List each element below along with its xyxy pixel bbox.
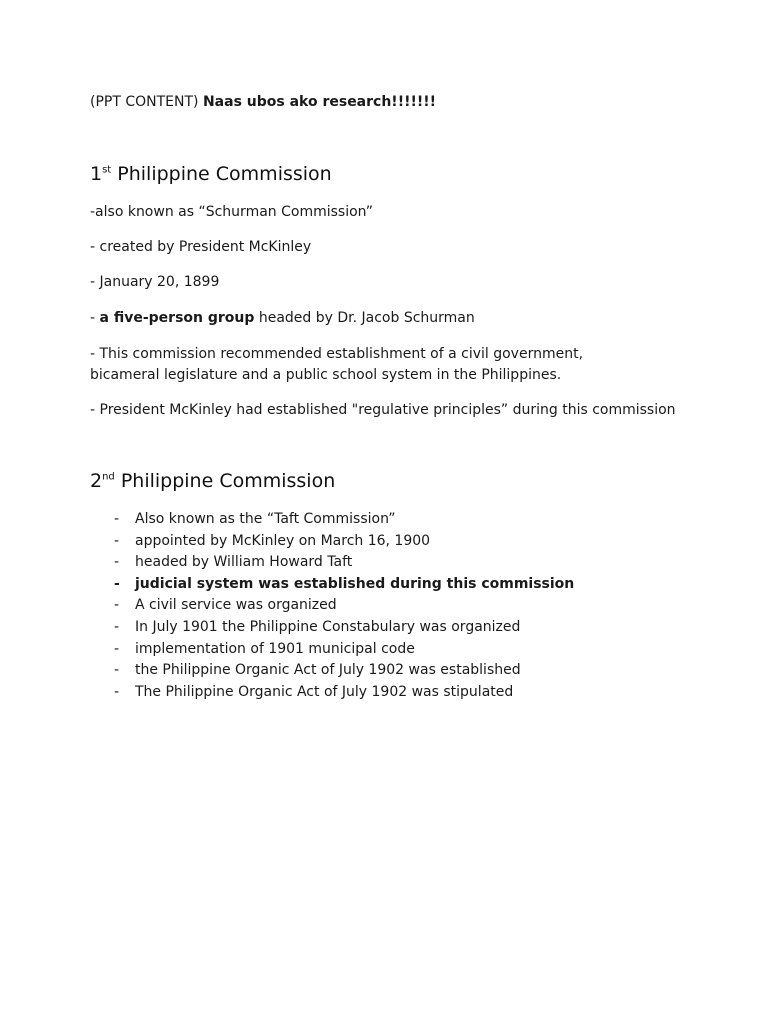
paragraph-also-known: -also known as “Schurman Commission” [90, 204, 374, 220]
list-item [90, 660, 574, 682]
list-item-text: implementation of 1901 municipal code [135, 640, 415, 657]
heading-first-commission [90, 163, 332, 185]
second-commission-list [90, 509, 574, 703]
list-dash: - [114, 683, 120, 700]
heading-number: 2 [90, 470, 103, 492]
heading-title: Philippine Commission [114, 470, 336, 492]
list-dash: - [114, 597, 120, 614]
paragraph-created-by: - created by President McKinley [90, 239, 312, 255]
list-dash: - [114, 575, 120, 592]
heading-ordinal-suffix: st [102, 164, 112, 176]
list-dash: - [114, 640, 120, 657]
list-item [90, 682, 574, 704]
list-item-text: appointed by McKinley on March 16, 1900 [135, 532, 431, 549]
list-item [90, 552, 574, 574]
list-item-text: judicial system was established during this commission [135, 575, 575, 592]
paragraph-prefix: - [90, 310, 100, 326]
intro-bold: Naas ubos ako research!!!!!!! [202, 94, 436, 110]
list-item [90, 531, 574, 553]
list-item-text: In July 1901 the Philippine Constabulary was organized [135, 618, 521, 635]
list-item-text: Also known as the “Taft Commission” [135, 511, 396, 527]
list-item [90, 574, 574, 596]
paragraph-five-person-group [90, 308, 650, 329]
intro-line [90, 94, 436, 110]
list-item [90, 509, 574, 531]
heading-number: 1 [90, 163, 103, 185]
list-dash: - [114, 554, 120, 571]
paragraph-recommendation: - This commission recommended establishment of a civil government, bicameral legislature and a public school system in the Philippines. [90, 346, 584, 383]
paragraph-date: - January 20, 1899 [90, 274, 220, 290]
list-dash: - [114, 662, 120, 679]
list-item-text: A civil service was organized [135, 597, 337, 614]
list-dash: - [114, 618, 120, 635]
paragraph-rest: headed by Dr. Jacob Schurman [254, 310, 475, 326]
list-item-text: headed by William Howard Taft [135, 554, 353, 571]
heading-title: Philippine Commission [111, 163, 332, 185]
list-item [90, 595, 574, 617]
paragraph-bold: a five-person group [99, 310, 255, 326]
paragraph-regulative-principles: - President McKinley had established "regulative principles” during this commission [90, 402, 676, 418]
intro-prefix: (PPT CONTENT) [90, 94, 203, 110]
list-item-text: The Philippine Organic Act of July 1902 was stipulated [135, 683, 514, 700]
list-item [90, 617, 574, 639]
list-dash: - [114, 511, 120, 527]
heading-second-commission [90, 470, 335, 492]
list-dash: - [114, 532, 120, 549]
heading-ordinal-suffix: nd [102, 471, 115, 483]
list-item-text: the Philippine Organic Act of July 1902 was established [135, 662, 521, 679]
list-item [90, 639, 574, 661]
